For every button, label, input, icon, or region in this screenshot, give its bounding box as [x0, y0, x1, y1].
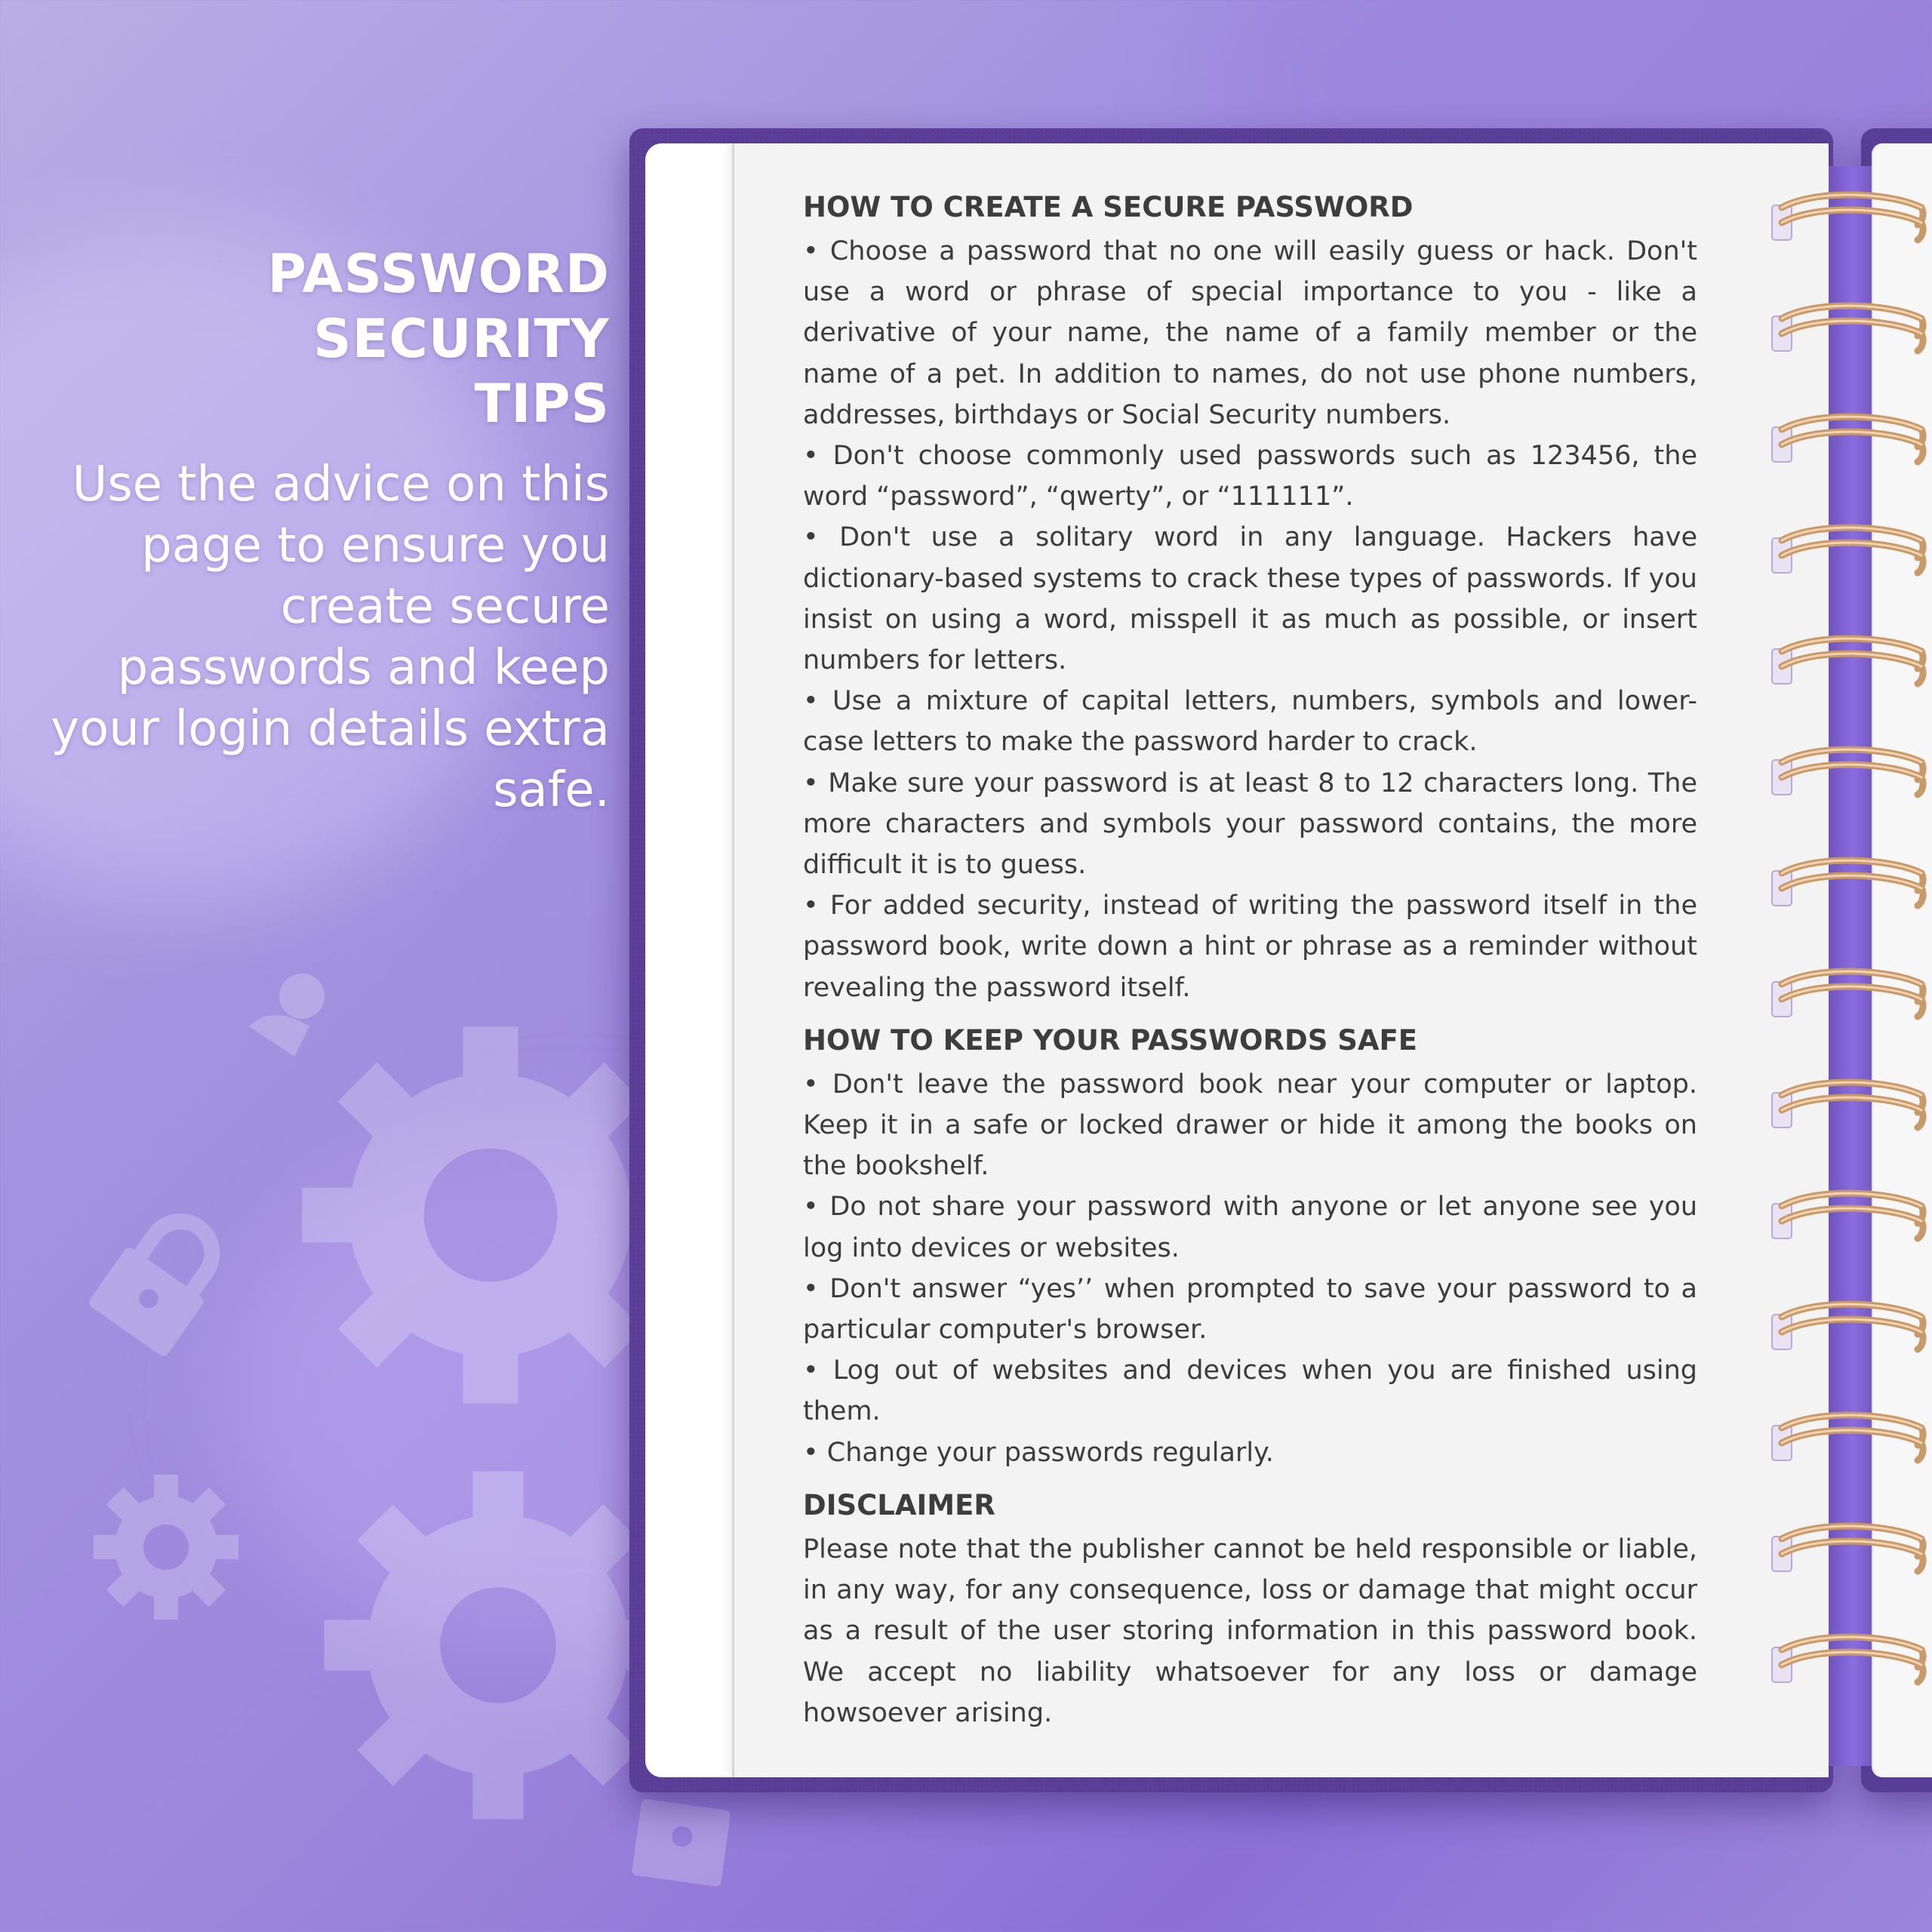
- spiral-ring: [1770, 411, 1929, 478]
- tip-paragraph: • Log out of websites and devices when you are finished using them.: [803, 1355, 1697, 1427]
- spiral-ring: [1770, 632, 1929, 700]
- tip-paragraph: • Make sure your password is at least 8 to 12 characters long. The more characters and symbols your password contains, the more difficult it is to guess.: [803, 768, 1697, 881]
- promo-subtitle: Use the advice on this page to ensure you create secure passwords and keep your login details extra safe.: [51, 457, 610, 818]
- tip-paragraph: • Use a mixture of capital letters, numbers, symbols and lower-case letters to make the password harder to crack.: [803, 686, 1697, 758]
- spiral-ring: [1770, 1409, 1929, 1477]
- tip-paragraph: • Change your passwords regularly.: [803, 1437, 1274, 1468]
- tip-paragraph: • Choose a password that no one will easily guess or hack. Don't use a word or phrase of special importance to you - like a derivative of your name, the name of a family member or the name of a pet. In addition to names, do not use phone numbers, addresses, birthdays or Social Security numbers.: [803, 236, 1697, 430]
- section-heading: DISCLAIMER: [803, 1488, 995, 1521]
- spiral-ring: [1770, 300, 1929, 368]
- spiral-ring: [1770, 1298, 1929, 1366]
- promo-text: [36, 242, 610, 821]
- tip-paragraph: • Don't choose commonly used passwords such as 123456, the word “password”, “qwerty”, or “111111”.: [803, 441, 1697, 512]
- tip-paragraph: • Do not share your password with anyone or let anyone see you log into devices or websites.: [803, 1192, 1697, 1263]
- spiral-ring: [1770, 854, 1929, 922]
- spiral-binding: [1770, 189, 1929, 1758]
- tip-paragraph: • Don't leave the password book near your computer or laptop. Keep it in a safe or locked drawer or hide it among the books on the bookshelf.: [803, 1069, 1697, 1182]
- tip-paragraph: • Don't answer “yes’’ when prompted to save your password to a particular computer's browser.: [803, 1273, 1697, 1346]
- tip-paragraph: • Don't use a solitary word in any language. Hackers have dictionary-based systems to crack these types of passwords. If you insist on using a word, misspell it as much as possible, or insert numbers for letters.: [803, 522, 1697, 676]
- spiral-ring: [1770, 1631, 1929, 1699]
- disclaimer-paragraph: Please note that the publisher cannot be held responsible or liable, in any way, for any consequence, loss or damage that might occur as a result of the user storing information in this password book. We accept no liability whatsoever for any loss or damage howsoever arising.: [803, 1534, 1697, 1728]
- lock-icon: [83, 1200, 242, 1358]
- section-heading: HOW TO CREATE A SECURE PASSWORD: [803, 191, 1414, 223]
- gear-icon: [91, 1472, 242, 1623]
- section-heading: HOW TO KEEP YOUR PASSWORDS SAFE: [803, 1023, 1418, 1057]
- page-content: [803, 184, 1697, 1734]
- spiral-ring: [1770, 189, 1929, 257]
- spiral-ring: [1770, 743, 1929, 811]
- gear-icon: [294, 1019, 687, 1411]
- promo-title: PASSWORD SECURITY TIPS: [267, 243, 610, 435]
- spiral-ring: [1770, 965, 1929, 1033]
- spiral-ring: [1770, 1187, 1929, 1255]
- spiral-ring: [1770, 1076, 1929, 1144]
- spiral-ring: [1770, 1520, 1929, 1588]
- tip-paragraph: • For added security, instead of writing the password itself in the password book, write down a hint or phrase as a reminder without revealing the password itself.: [803, 891, 1697, 1003]
- spiral-ring: [1770, 521, 1929, 589]
